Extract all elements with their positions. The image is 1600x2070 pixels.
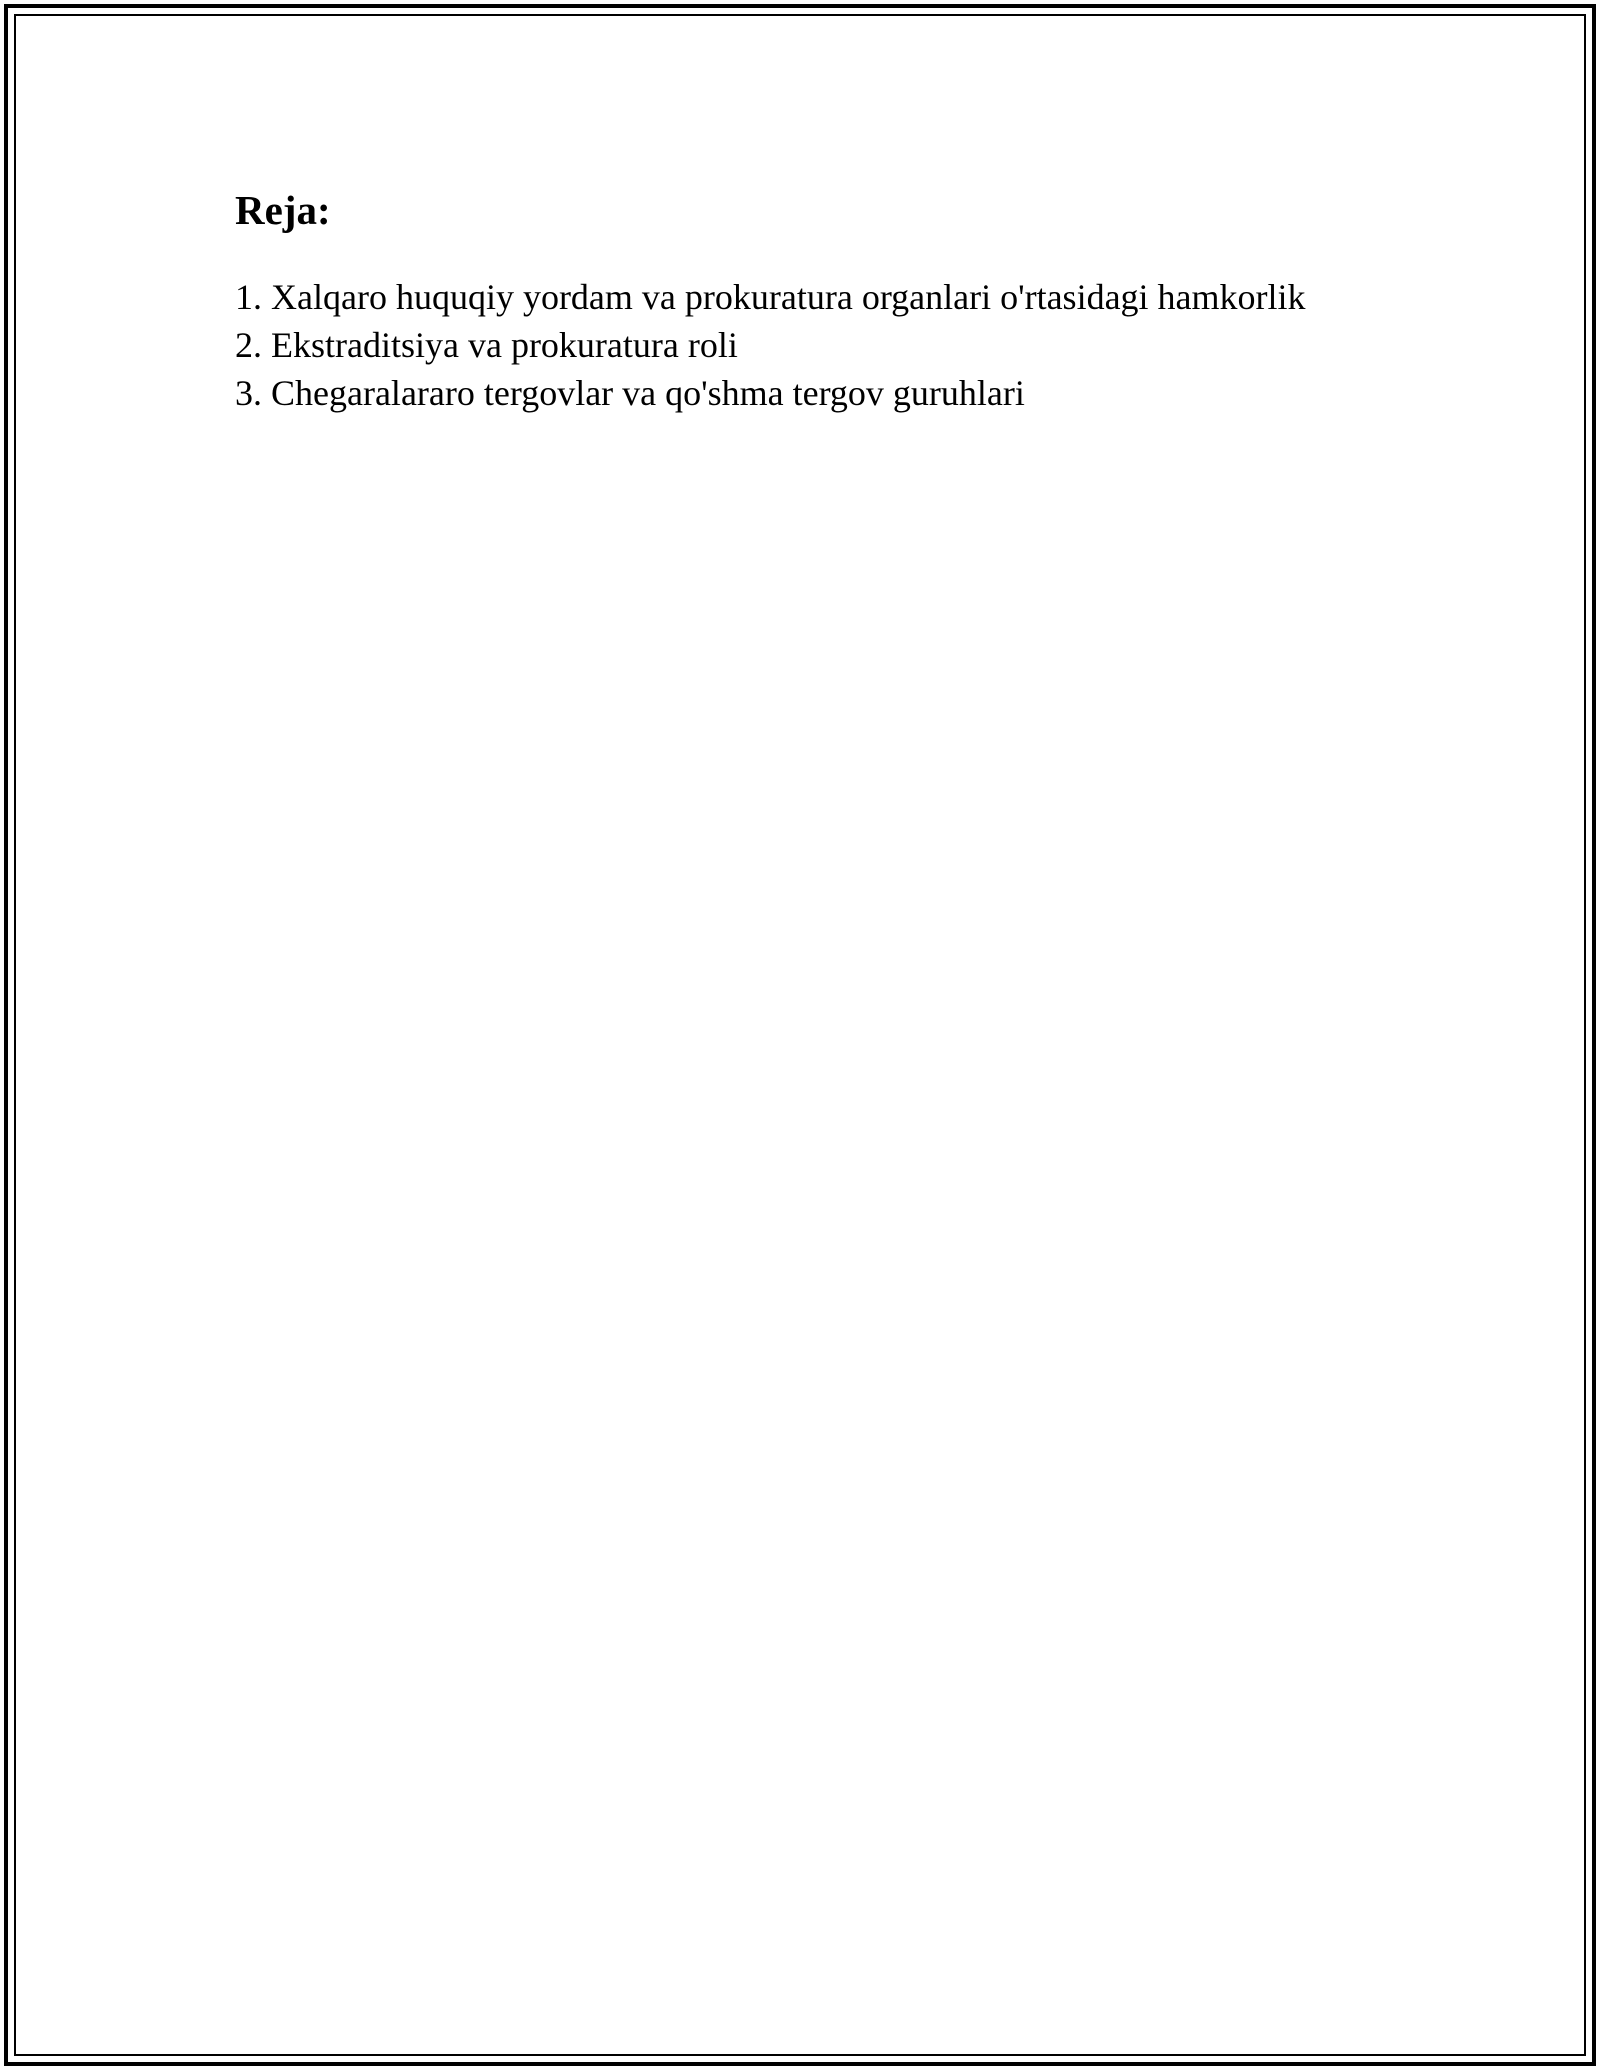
plan-item: 2. Ekstraditsiya va prokuratura roli xyxy=(235,325,738,366)
page-content xyxy=(235,186,1435,417)
plan-item: 3. Chegaralararo tergovlar va qo'shma tergov guruhlari xyxy=(235,373,1025,414)
plan-list xyxy=(235,273,1435,417)
plan-item: 1. Xalqaro huquqiy yordam va prokuratura organlari o'rtasidagi hamkorlik xyxy=(235,277,1306,318)
page-title: Reja: xyxy=(235,187,331,233)
